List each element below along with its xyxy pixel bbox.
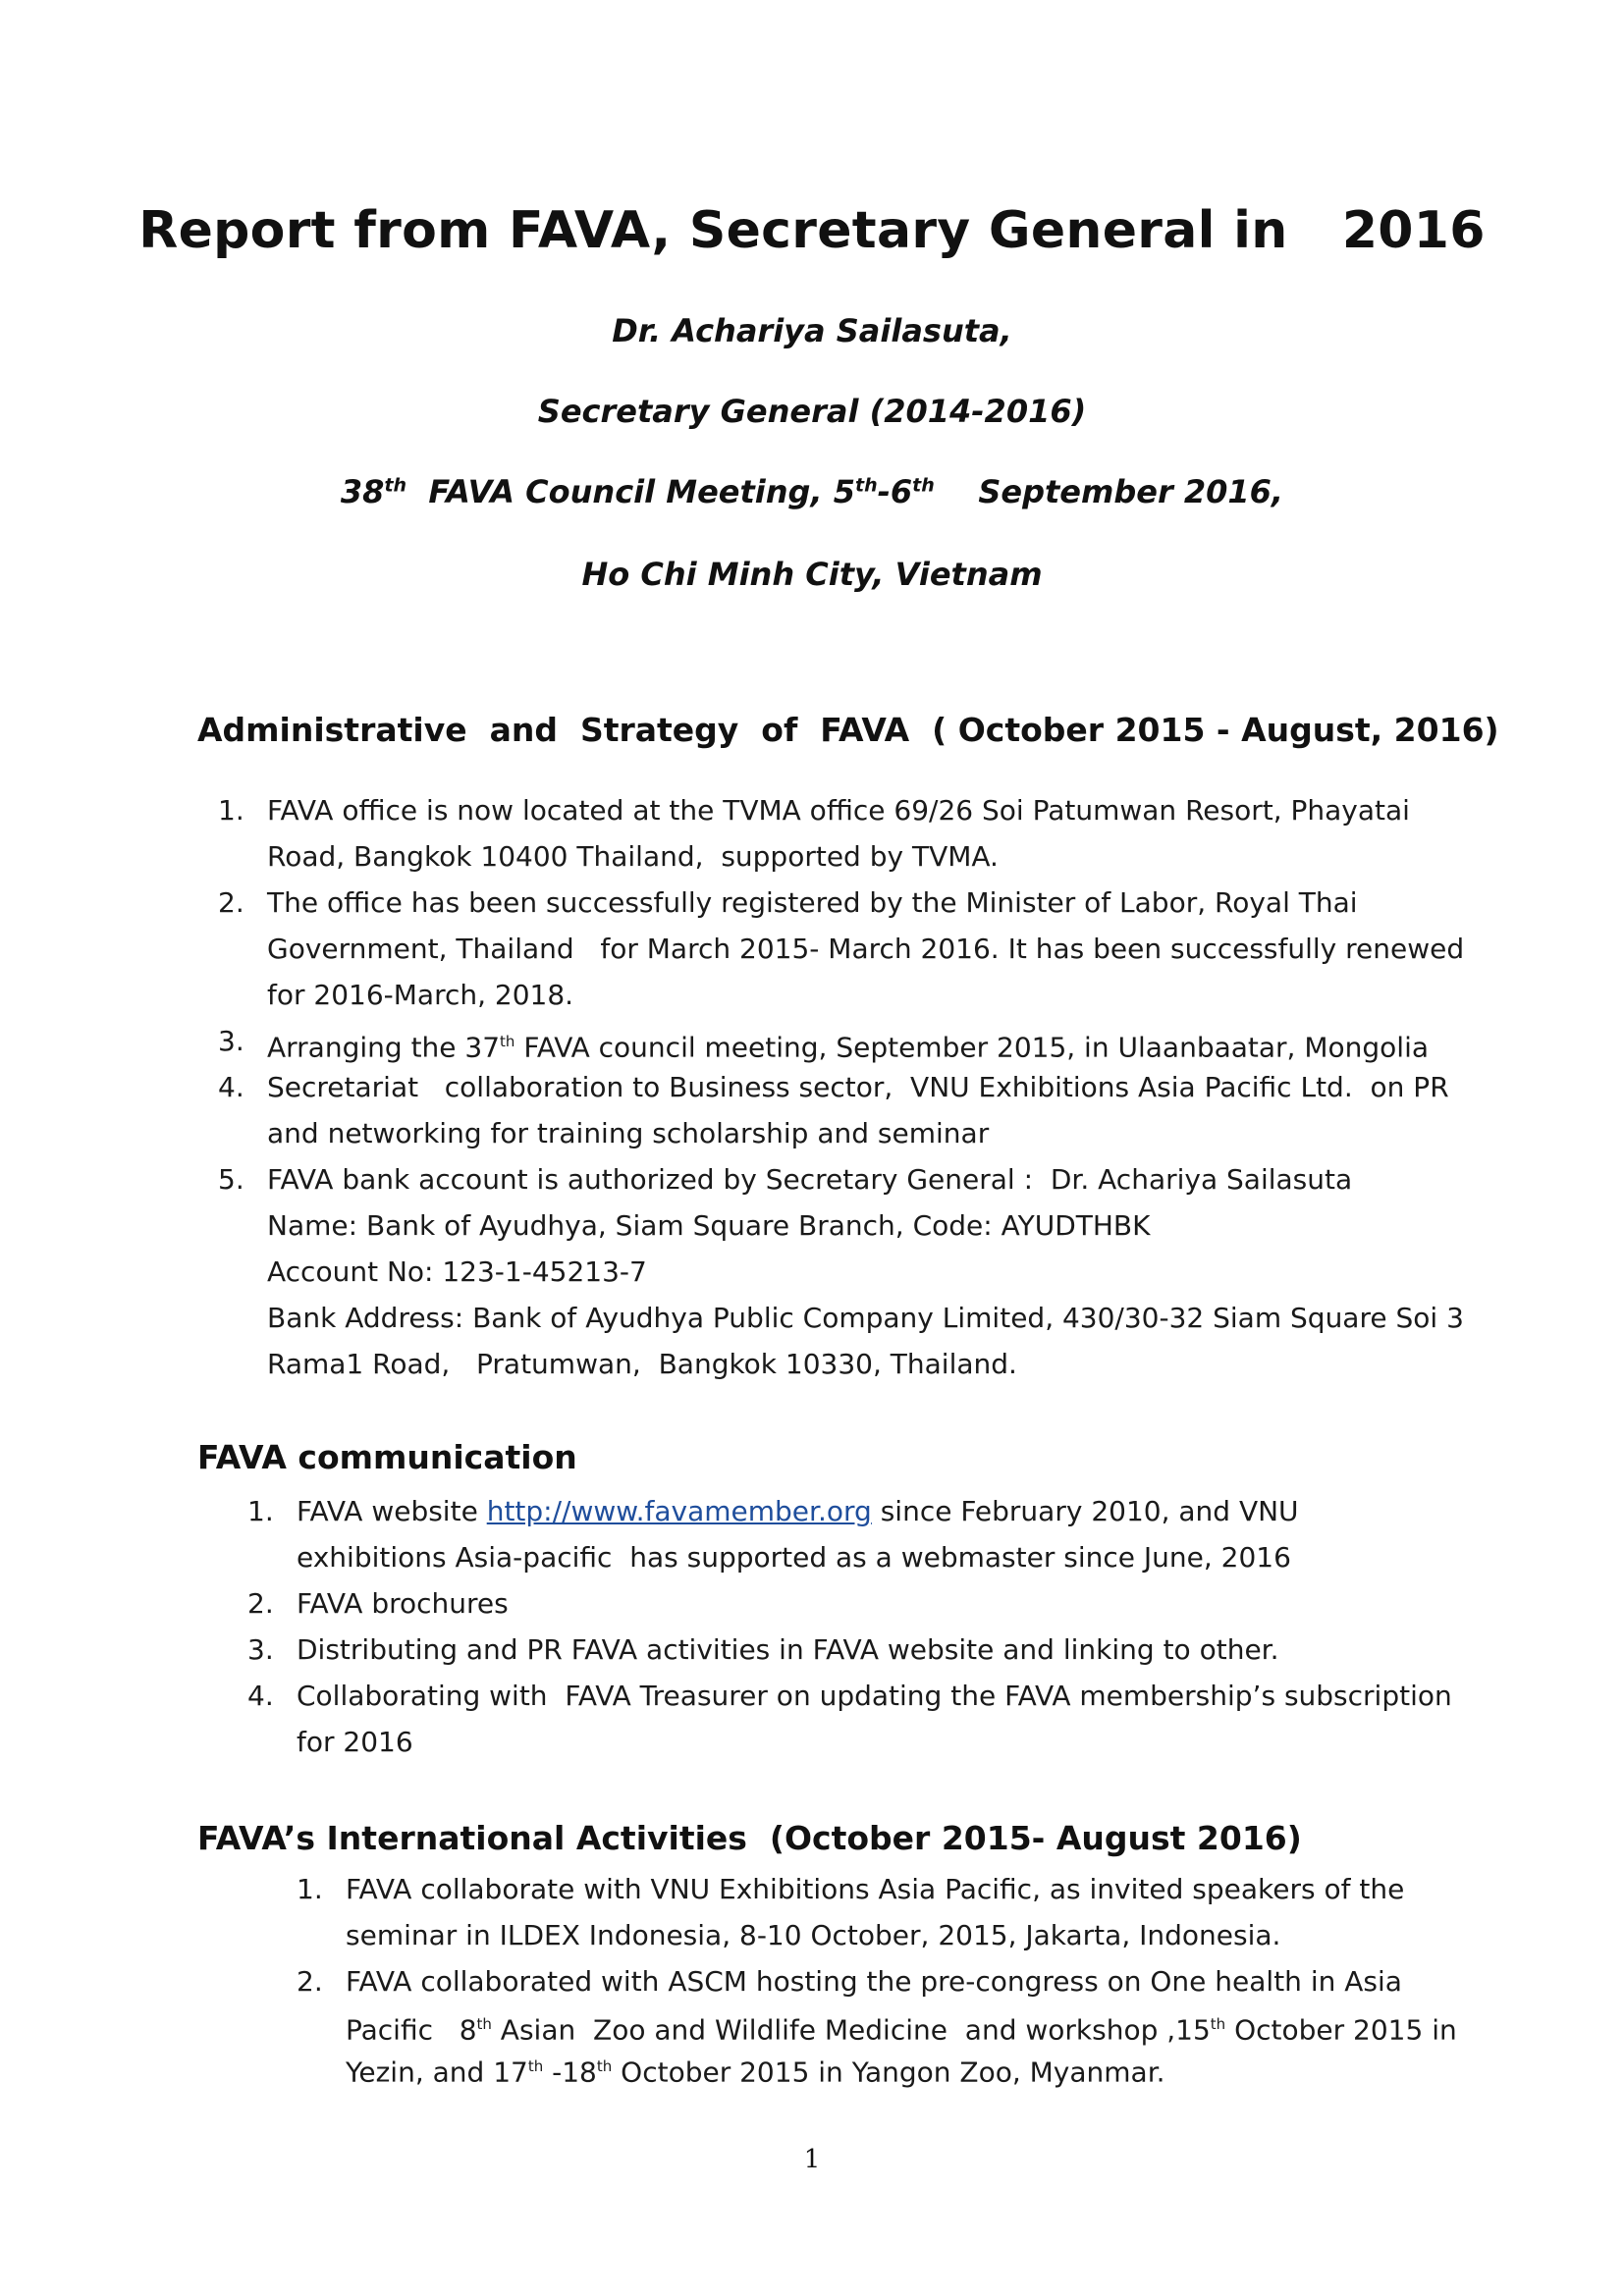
list-number: 4. [247,1680,274,1712]
list-item-text: FAVA collaborate with VNU Exhibitions Asia Pacific, as invited speakers of the [346,1873,1405,1905]
section-heading-administrative: Administrative and Strategy of FAVA ( October 2015 - August, 2016) [197,711,1499,749]
list-item-text: for 2016-March, 2018. [267,979,574,1011]
list-item-text: Distributing and PR FAVA activities in FAVA website and linking to other. [297,1633,1279,1666]
list-item-text: FAVA brochures [297,1587,509,1620]
list-item-text: exhibitions Asia-pacific has supported as a webmaster since June, 2016 [297,1541,1291,1574]
author-position: Secretary General (2014-2016) [537,393,1087,430]
list-number: 2. [247,1587,274,1620]
list-number: 4. [218,1071,244,1103]
list-number: 1. [297,1873,323,1905]
list-item-text: for 2016 [297,1726,413,1758]
list-item-text: The office has been successfully registered by the Minister of Labor, Royal Thai [267,886,1358,919]
list-number: 2. [218,886,244,919]
list-item-text: and networking for training scholarship and seminar [267,1117,990,1149]
list-number: 2. [297,1965,323,1998]
bank-account-number: Account No: 123-1-45213-7 [267,1255,647,1288]
list-item-text: seminar in ILDEX Indonesia, 8-10 October, 2015, Jakarta, Indonesia. [346,1919,1281,1951]
list-item-text: Arranging the 37th FAVA council meeting, September 2015, in Ulaanbaatar, Mongolia [267,1031,1430,1064]
list-item-text: Road, Bangkok 10400 Thailand, supported by TVMA. [267,840,999,873]
fava-website-link[interactable]: http://www.favamember.org [486,1495,872,1527]
bank-name: Name: Bank of Ayudhya, Siam Square Branch, Code: AYUDTHBK [267,1209,1151,1242]
page-number: 1 [803,2145,821,2174]
list-number: 3. [218,1025,244,1057]
document-title: Report from FAVA, Secretary General in 2016 [138,201,1486,260]
list-item-text: Secretariat collaboration to Business sector, VNU Exhibitions Asia Pacific Ltd. on PR [267,1071,1449,1103]
meeting-line: 38th FAVA Council Meeting, 5th-6th September 2016, [340,473,1284,510]
list-item-text: Government, Thailand for March 2015- March 2016. It has been successfully renewed [267,933,1465,965]
meeting-location: Ho Chi Minh City, Vietnam [581,556,1043,593]
section-heading-international: FAVA’s International Activities (October 2015- August 2016) [197,1819,1302,1857]
list-number: 1. [218,794,244,827]
list-item-text: FAVA collaborated with ASCM hosting the pre-congress on One health in Asia [346,1965,1402,1998]
list-number: 1. [247,1495,274,1527]
author-name: Dr. Achariya Sailasuta, [612,312,1012,349]
list-item-text: Pacific 8th Asian Zoo and Wildlife Medicine and workshop ,15th October 2015 in [346,2013,1457,2047]
bank-address: Bank Address: Bank of Ayudhya Public Company Limited, 430/30-32 Siam Square Soi 3 [267,1302,1464,1334]
section-heading-communication: FAVA communication [197,1438,577,1476]
list-number: 5. [218,1163,244,1196]
list-item-text: Yezin, and 17th -18th October 2015 in Yangon Zoo, Myanmar. [346,2056,1165,2089]
list-item-text: FAVA office is now located at the TVMA office 69/26 Soi Patumwan Resort, Phayatai [267,794,1410,827]
bank-address: Rama1 Road, Pratumwan, Bangkok 10330, Thailand. [267,1348,1017,1380]
list-item-text: FAVA bank account is authorized by Secretary General : Dr. Achariya Sailasuta [267,1163,1353,1196]
list-item-text: Collaborating with FAVA Treasurer on updating the FAVA membership’s subscription [297,1680,1452,1712]
list-number: 3. [247,1633,274,1666]
list-item-text: FAVA website http://www.favamember.org since February 2010, and VNU [297,1495,1299,1527]
